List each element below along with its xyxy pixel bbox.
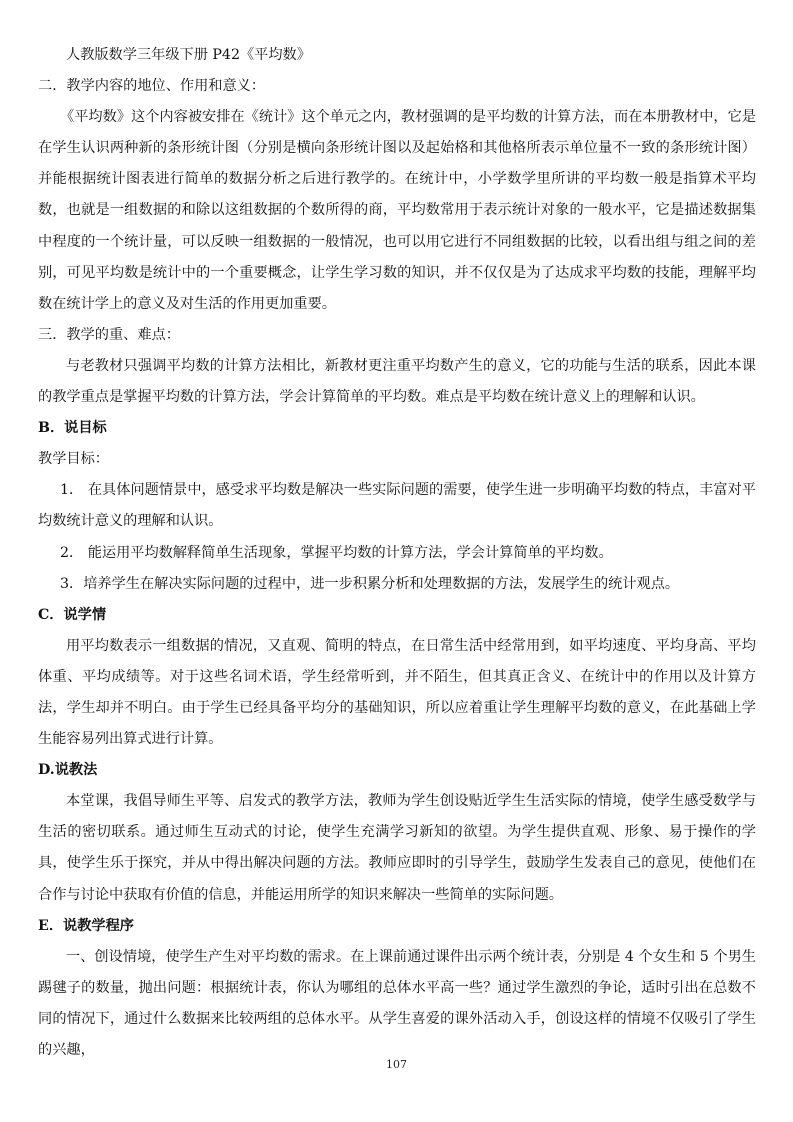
section-c-body: 用平均数表示一组数据的情况，又直观、简明的特点，在日常生活中经常用到，如平均速度、平均身高、平均体重、平均成绩等。对于这些名词术语，学生经常听到，并不陌生，但其真正含义、在统计中的作用以及计算方法，学生却并不明白。由于学生已经具备平均分的基础知识，所以应着重让学生理解平均数的意义，在此基础上学生能容易列出算式进行计算。 — [38, 637, 756, 748]
section-d-body: 本堂课，我倡导师生平等、启发式的教学方法，教师为学生创设贴近学生生活实际的情境，使学生感受数学与生活的密切联系。通过师生互动式的讨论，使学生充满学习新知的欲望。为学生提供直观、形象、易于操作的学具，使学生乐于探究，并从中得出解决问题的方法。教师应即时的引导学生，鼓励学生发表自己的意见，使他们在合作与讨论中获取有价值的信息，并能运用所学的知识来解决一些简单的实际问题。 — [38, 793, 756, 903]
goals-label: 教学目标： — [38, 451, 109, 468]
page-number: 107 — [386, 1058, 407, 1071]
section-e-body: 一、创设情境，使学生产生对平均数的需求。在上课前通过课件出示两个统计表，分别是 4 个女生和 5 个男生踢毽子的数量，抛出问题：根据统计表，你认为哪组的总体水平高一些？通过学生激烈的争论，适时引出在总数不同的情况下，通过什么数据来比较两组的总体水平。从学生喜爱的课外活动入手，创设这样的情境不仅吸引了学生的兴趣， — [38, 948, 756, 1058]
section-c-title: C．说学情 — [38, 606, 107, 623]
goal-item-1: 1． 在具体问题情景中，感受求平均数是解决一些实际问题的需要，使学生进一步明确平均数的特点，丰富对平均数统计意义的理解和认识。 — [38, 482, 756, 530]
section-2-body: 《平均数》这个内容被安排在《统计》这个单元之内，教材强调的是平均数的计算方法，而在本册教材中，它是在学生认识两种新的条形统计图（分别是横向条形统计图以及起始格和其他格所表示单位量不一致的条形统计图）并能根据统计图表进行简单的数据分析之后进行教学的。在统计中，小学数学里所讲的平均数一般是指算术平均数，也就是一组数据的和除以这组数据的个数所得的商，平均数常用于表示统计对象的一般水平，它是描述数据集中程度的一个统计量，可以反映一组数据的一般情况，也可以用它进行不同组数据的比较，以看出组与组之间的差别，可见平均数是统计中的一个重要概念，让学生学习数的知识，并不仅仅是为了达成求平均数的技能，理解平均数在统计学上的意义及对生活的作用更加重要。 — [38, 109, 756, 312]
section-b-title: B．说目标 — [38, 420, 107, 437]
section-3-body: 与老教材只强调平均数的计算方法相比，新教材更注重平均数产生的意义，它的功能与生活的联系，因此本课的教学重点是掌握平均数的计算方法，学会计算简单的平均数。难点是平均数在统计意义上的理解和认识。 — [38, 357, 756, 406]
goal-item-2: 2． 能运用平均数解释简单生活现象，掌握平均数的计算方法，学会计算简单的平均数。 — [60, 544, 613, 561]
section-3-title: 三．教学的重、难点： — [38, 326, 180, 343]
section-2-title: 二．教学内容的地位、作用和意义： — [38, 78, 266, 95]
document-page — [38, 40, 756, 1066]
section-e-title: E．说教学程序 — [38, 917, 134, 934]
goal-item-3: 3．培养学生在解决实际问题的过程中，进一步积累分析和处理数据的方法，发展学生的统计观点。 — [60, 575, 680, 592]
document-header-line: 人教版数学三年级下册 P42《平均数》 — [66, 47, 311, 63]
section-d-title: D.说教法 — [38, 762, 98, 779]
